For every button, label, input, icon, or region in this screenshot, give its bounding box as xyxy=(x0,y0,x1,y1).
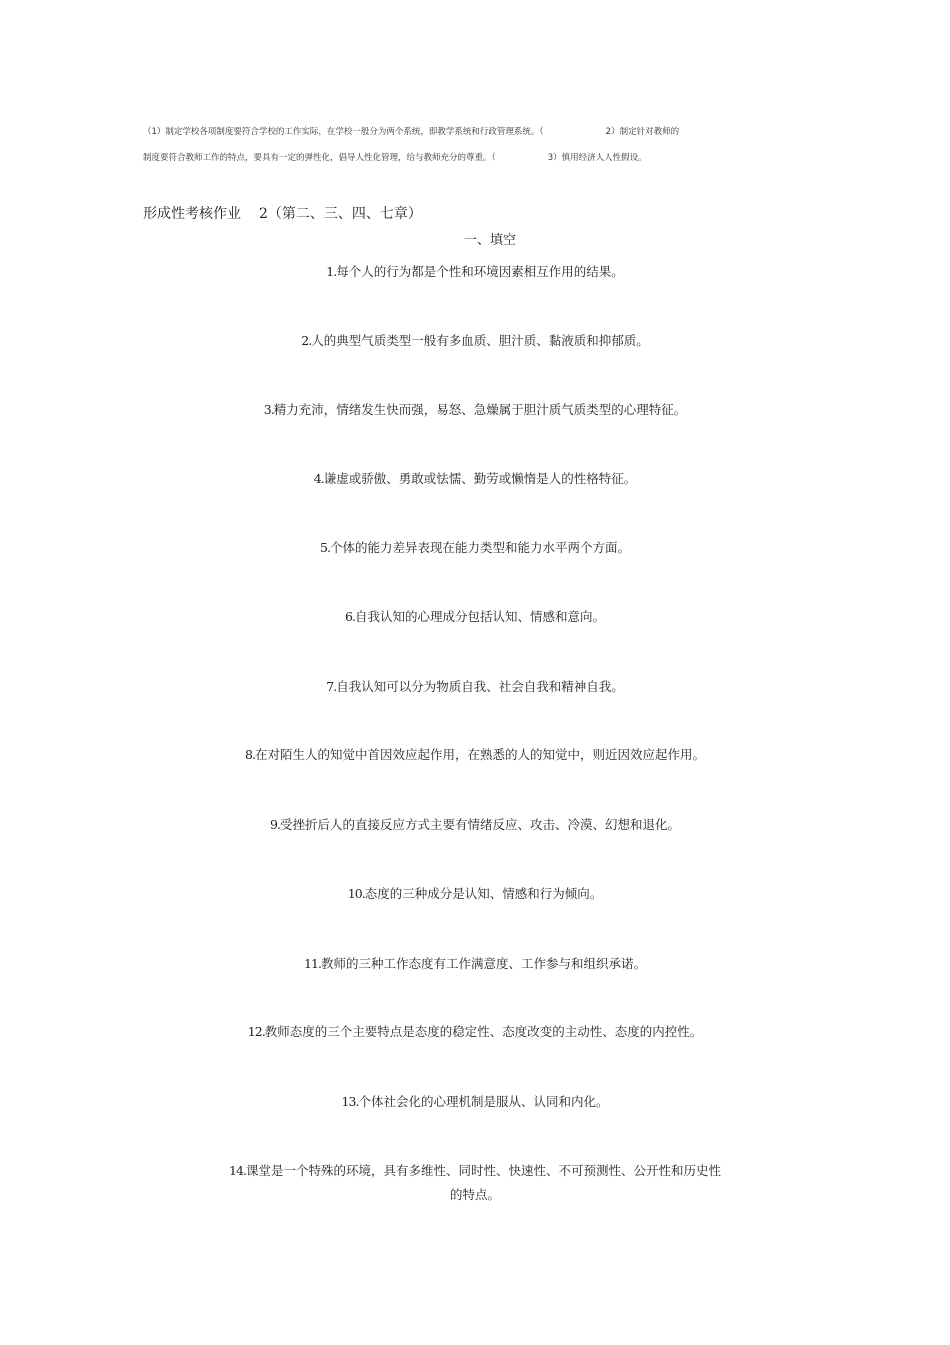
item-text: 个体的能力差异表现在能力类型和能力水平两个方面。 xyxy=(329,540,630,555)
item-number: 4. xyxy=(313,471,324,486)
item-number: 12. xyxy=(247,1024,265,1039)
assignment-heading-number: 2（第二、三、四、七章） xyxy=(259,206,422,222)
assignment-heading xyxy=(143,203,422,223)
intro-line-2-b: 3）慎用经济人人性假设。 xyxy=(547,153,647,163)
list-item xyxy=(0,398,950,422)
intro-line-2-a: 制度要符合教师工作的特点，要具有一定的弹性化，倡导人性化管理，给与教师充分的尊重。（ xyxy=(143,153,496,163)
list-item xyxy=(0,952,950,976)
item-text: 自我认知的心理成分包括认知、情感和意向。 xyxy=(354,609,605,624)
list-item xyxy=(0,260,950,284)
item-number: 1. xyxy=(326,264,337,279)
item-number: 3. xyxy=(263,402,274,417)
item-text: 个体社会化的心理机制是服从、认同和内化。 xyxy=(358,1094,609,1109)
item-text: 自我认知可以分为物质自我、社会自我和精神自我。 xyxy=(336,679,624,694)
section-title: 一、填空 xyxy=(463,233,516,248)
list-item xyxy=(0,605,950,629)
item-text: 人的典型气质类型一般有多血质、胆汁质、黏液质和抑郁质。 xyxy=(311,333,649,348)
item-number: 2. xyxy=(301,333,312,348)
intro-line-1-a: （1）制定学校各项制度要符合学校的工作实际，在学校一般分为两个系统，即教学系统和行政管理系统。（ xyxy=(143,127,544,137)
intro-paragraph xyxy=(143,119,803,171)
list-item xyxy=(0,743,950,767)
item-text: 在对陌生人的知觉中首因效应起作用，在熟悉的人的知觉中，则近因效应起作用。 xyxy=(254,747,705,762)
item-text: 受挫折后人的直接反应方式主要有情绪反应、攻击、冷漠、幻想和退化。 xyxy=(279,817,680,832)
list-item xyxy=(0,675,950,699)
assignment-heading-text: 形成性考核作业 xyxy=(143,206,241,222)
item-text: 精力充沛，情绪发生快而强，易怒、急燥属于胆汁质气质类型的心理特征。 xyxy=(273,402,687,417)
item-text: 教师的三种工作态度有工作满意度、工作参与和组织承诺。 xyxy=(320,956,646,971)
list-item xyxy=(0,467,950,491)
item-text: 谦虚或骄傲、勇敢或怯懦、勤劳或懒惰是人的性格特征。 xyxy=(323,471,637,486)
item-number: 13. xyxy=(341,1094,359,1109)
item-number: 8. xyxy=(245,747,255,762)
list-item xyxy=(0,1090,950,1114)
list-item xyxy=(0,1020,950,1044)
item-number: 14. xyxy=(229,1163,246,1178)
item-number: 9. xyxy=(270,817,280,832)
list-item xyxy=(0,536,950,560)
item-number: 11. xyxy=(304,956,321,971)
list-item xyxy=(0,882,950,906)
item-text: 课堂是一个特殊的环境，具有多维性、同时性、快速性、不可预测性、公开性和历史性 xyxy=(245,1163,721,1178)
item-text: 态度的三种成分是认知、情感和行为倾向。 xyxy=(364,886,603,901)
list-item xyxy=(0,329,950,353)
list-item xyxy=(0,813,950,837)
intro-line-1 xyxy=(143,119,803,145)
item-text: 每个人的行为都是个性和环境因素相互作用的结果。 xyxy=(336,264,624,279)
item-number: 10. xyxy=(347,886,365,901)
item-number: 6. xyxy=(345,609,355,624)
item-number: 7. xyxy=(326,679,337,694)
item-text: 教师态度的三个主要特点是态度的稳定性、态度改变的主动性、态度的内控性。 xyxy=(264,1024,703,1039)
item-number: 5. xyxy=(320,540,330,555)
intro-line-2 xyxy=(143,145,803,171)
item-text-continued: 的特点。 xyxy=(449,1187,500,1202)
list-item xyxy=(0,1159,950,1207)
intro-line-1-b: 2）制定针对教师的 xyxy=(605,127,680,137)
